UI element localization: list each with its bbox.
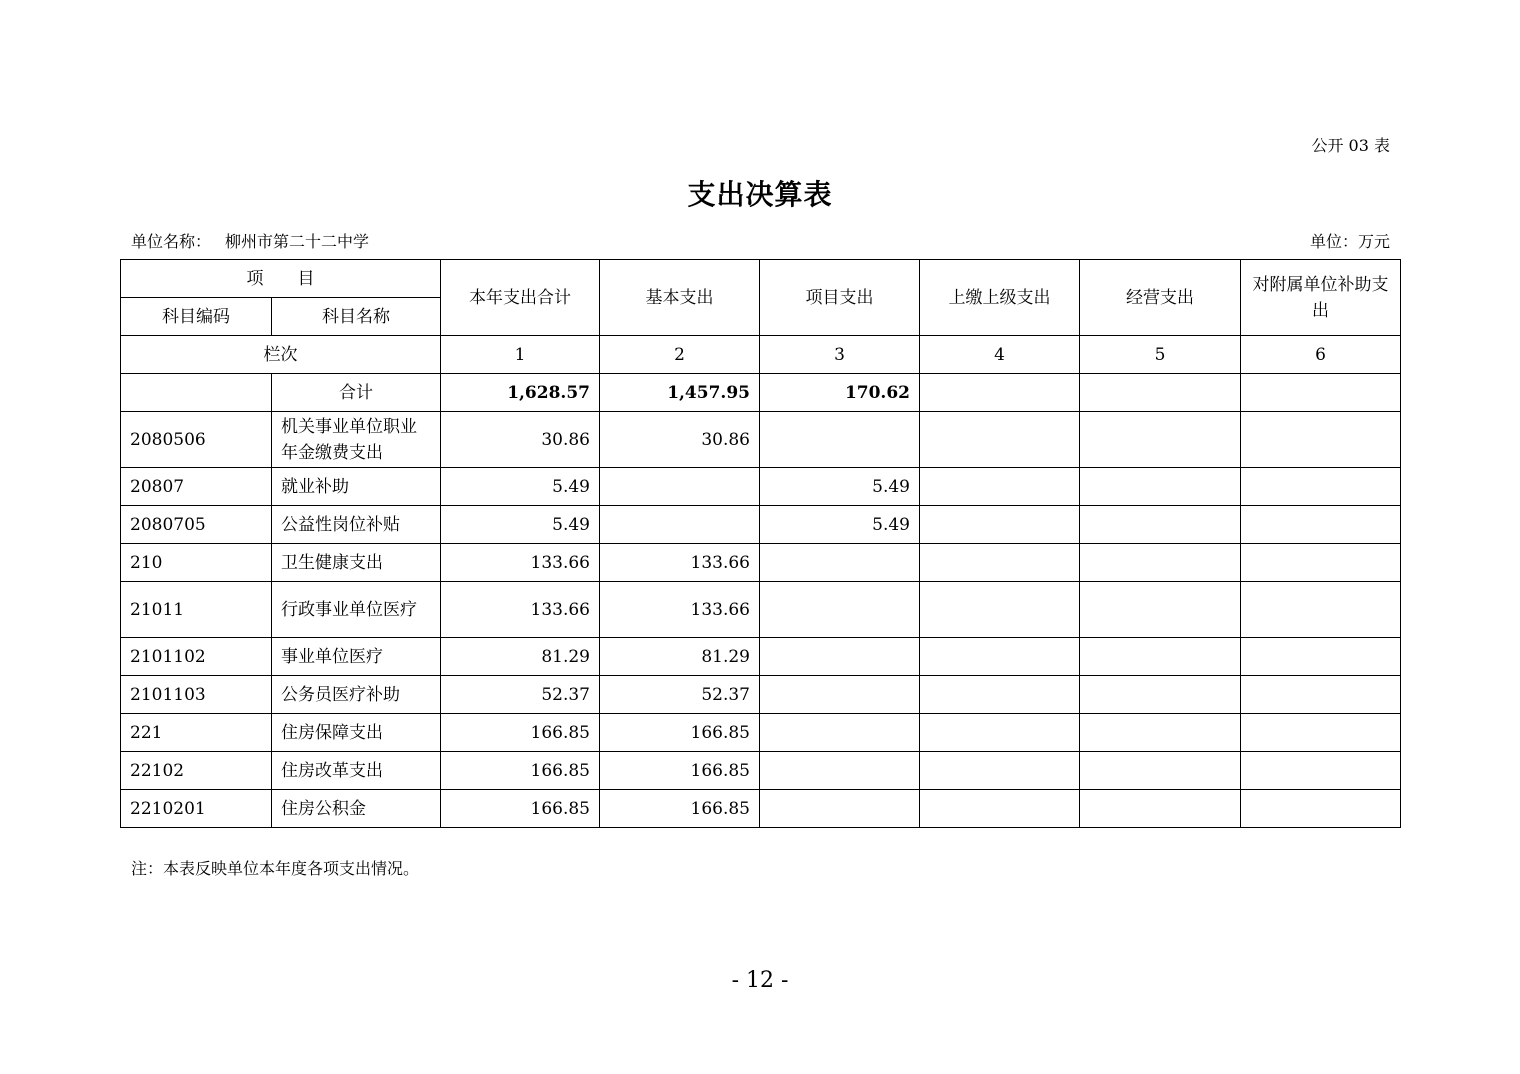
row-project <box>760 638 920 676</box>
row-business <box>1080 468 1241 506</box>
col-no: 1 <box>441 336 600 374</box>
row-subsidiary <box>1241 582 1401 638</box>
row-name: 住房改革支出 <box>272 752 441 790</box>
row-total: 5.49 <box>441 506 600 544</box>
row-total: 5.49 <box>441 468 600 506</box>
row-business <box>1080 582 1241 638</box>
row-code: 2101103 <box>121 676 272 714</box>
unit-label: 单位：万元 <box>1309 232 1390 251</box>
row-total: 52.37 <box>441 676 600 714</box>
row-project: 5.49 <box>760 506 920 544</box>
row-project <box>760 790 920 828</box>
row-superior <box>920 544 1080 582</box>
row-superior <box>920 582 1080 638</box>
table-row <box>121 676 1401 714</box>
row-basic: 166.85 <box>600 714 760 752</box>
row-code: 2210201 <box>121 790 272 828</box>
col-no: 5 <box>1080 336 1241 374</box>
total-project: 170.62 <box>760 374 920 412</box>
table-row <box>121 468 1401 506</box>
row-basic <box>600 506 760 544</box>
row-subsidiary <box>1241 790 1401 828</box>
row-project <box>760 752 920 790</box>
row-code: 21011 <box>121 582 272 638</box>
col-no: 2 <box>600 336 760 374</box>
header-business: 经营支出 <box>1080 260 1241 336</box>
header-subsidiary: 对附属单位补助支出 <box>1241 260 1401 336</box>
row-total: 166.85 <box>441 790 600 828</box>
row-code: 22102 <box>121 752 272 790</box>
row-name: 行政事业单位医疗 <box>272 582 441 638</box>
header-name: 科目名称 <box>272 298 441 336</box>
row-business <box>1080 412 1241 468</box>
col-no-label: 栏次 <box>121 336 441 374</box>
row-superior <box>920 638 1080 676</box>
col-no: 3 <box>760 336 920 374</box>
row-name: 住房公积金 <box>272 790 441 828</box>
table-row <box>121 714 1401 752</box>
row-name: 公益性岗位补贴 <box>272 506 441 544</box>
table-row <box>121 582 1401 638</box>
row-code: 2080705 <box>121 506 272 544</box>
row-basic: 133.66 <box>600 544 760 582</box>
table-row <box>121 638 1401 676</box>
row-name: 卫生健康支出 <box>272 544 441 582</box>
row-subsidiary <box>1241 506 1401 544</box>
header-project: 项目支出 <box>760 260 920 336</box>
row-basic: 166.85 <box>600 790 760 828</box>
table-row <box>121 544 1401 582</box>
row-code: 20807 <box>121 468 272 506</box>
row-superior <box>920 412 1080 468</box>
row-business <box>1080 544 1241 582</box>
row-name: 事业单位医疗 <box>272 638 441 676</box>
row-code: 2080506 <box>121 412 272 468</box>
row-total: 133.66 <box>441 582 600 638</box>
row-superior <box>920 790 1080 828</box>
row-basic: 81.29 <box>600 638 760 676</box>
row-project <box>760 544 920 582</box>
row-superior <box>920 676 1080 714</box>
row-name: 公务员医疗补助 <box>272 676 441 714</box>
table-row <box>121 506 1401 544</box>
column-number-row <box>121 336 1401 374</box>
row-project <box>760 714 920 752</box>
row-business <box>1080 790 1241 828</box>
table-id: 公开 03 表 <box>1311 136 1390 155</box>
row-code: 2101102 <box>121 638 272 676</box>
org-label: 单位名称： <box>131 232 212 251</box>
page-title: 支出决算表 <box>687 178 833 211</box>
row-business <box>1080 638 1241 676</box>
total-amount: 1,628.57 <box>441 374 600 412</box>
row-superior <box>920 714 1080 752</box>
header-basic: 基本支出 <box>600 260 760 336</box>
expenditure-table <box>120 259 1401 828</box>
header-code: 科目编码 <box>121 298 272 336</box>
header-item: 项 目 <box>121 260 441 298</box>
total-subsidiary <box>1241 374 1401 412</box>
table-note: 注：本表反映单位本年度各项支出情况。 <box>131 859 420 878</box>
org-line <box>131 229 369 252</box>
row-superior <box>920 468 1080 506</box>
row-subsidiary <box>1241 412 1401 468</box>
row-project <box>760 676 920 714</box>
row-superior <box>920 506 1080 544</box>
page-number: - 12 - <box>731 968 789 993</box>
total-label: 合计 <box>272 374 441 412</box>
total-code-cell <box>121 374 272 412</box>
row-subsidiary <box>1241 638 1401 676</box>
row-total: 30.86 <box>441 412 600 468</box>
row-superior <box>920 752 1080 790</box>
row-basic: 133.66 <box>600 582 760 638</box>
row-name: 就业补助 <box>272 468 441 506</box>
row-business <box>1080 506 1241 544</box>
col-no: 6 <box>1241 336 1401 374</box>
row-business <box>1080 714 1241 752</box>
row-subsidiary <box>1241 676 1401 714</box>
row-basic <box>600 468 760 506</box>
row-name: 住房保障支出 <box>272 714 441 752</box>
row-code: 210 <box>121 544 272 582</box>
row-basic: 30.86 <box>600 412 760 468</box>
table-row <box>121 412 1401 468</box>
row-total: 133.66 <box>441 544 600 582</box>
row-subsidiary <box>1241 714 1401 752</box>
row-name: 机关事业单位职业年金缴费支出 <box>272 412 441 468</box>
table-row <box>121 752 1401 790</box>
row-project: 5.49 <box>760 468 920 506</box>
row-total: 81.29 <box>441 638 600 676</box>
total-row <box>121 374 1401 412</box>
row-business <box>1080 752 1241 790</box>
row-project <box>760 412 920 468</box>
row-business <box>1080 676 1241 714</box>
header-total: 本年支出合计 <box>441 260 600 336</box>
row-basic: 166.85 <box>600 752 760 790</box>
row-project <box>760 582 920 638</box>
row-subsidiary <box>1241 752 1401 790</box>
table-row <box>121 790 1401 828</box>
col-no: 4 <box>920 336 1080 374</box>
row-code: 221 <box>121 714 272 752</box>
row-subsidiary <box>1241 468 1401 506</box>
row-total: 166.85 <box>441 752 600 790</box>
row-basic: 52.37 <box>600 676 760 714</box>
total-superior <box>920 374 1080 412</box>
row-total: 166.85 <box>441 714 600 752</box>
org-value: 柳州市第二十二中学 <box>225 232 370 251</box>
total-business <box>1080 374 1241 412</box>
header-superior: 上缴上级支出 <box>920 260 1080 336</box>
row-subsidiary <box>1241 544 1401 582</box>
total-basic: 1,457.95 <box>600 374 760 412</box>
